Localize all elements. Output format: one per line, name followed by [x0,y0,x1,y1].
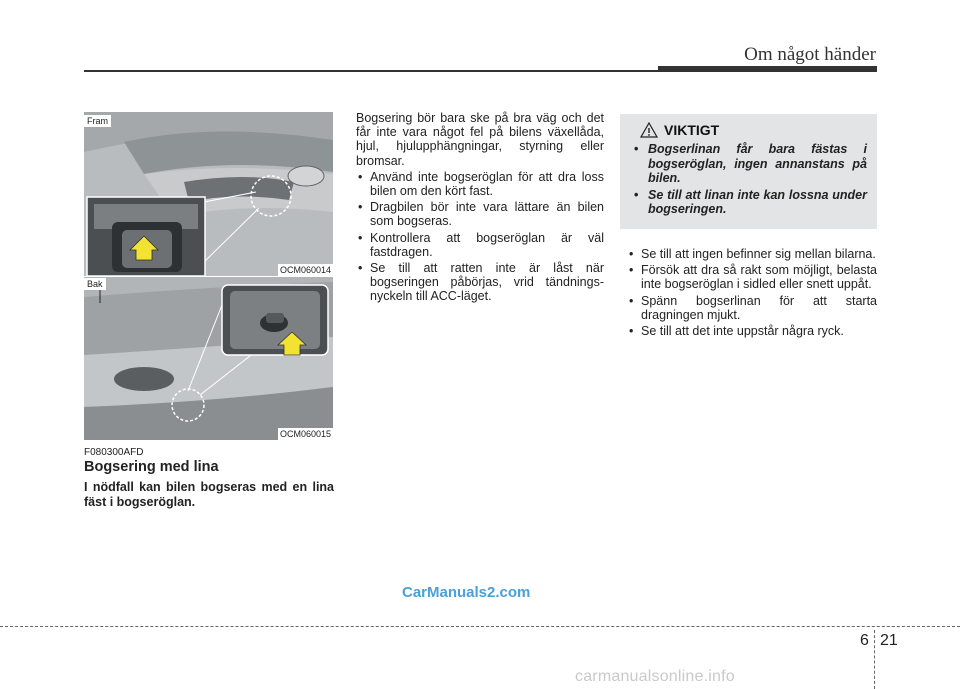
column-3 [627,245,877,338]
front-bumper-illustration [84,112,333,276]
page-number: 21 [880,632,898,649]
warning-triangle-icon [640,122,658,138]
rear-tow-hook-figure [84,277,333,440]
list-item: • Använd inte bogseröglan för att dra loss bilen om den kört fast. [356,170,604,198]
list-item: • Se till att ratten inte är låst när bogseringen påbörjas, vrid tändnings-nyckeln till ACC-läget. [356,261,604,304]
list-item: • Se till att det inte uppstår några ryck. [627,324,877,338]
warning-title: VIKTIGT [664,122,720,138]
list-item: • Försök att dra så rakt som möjligt, belasta inte bogseröglan i sidled eller snett uppåt. [627,263,877,291]
list-item: • Se till att linan inte kan lossna under bogseringen. [630,188,867,217]
rear-figure-label: Bak [84,278,106,290]
warning-list [630,142,867,217]
list-item: • Bogserlinan får bara fästas i bogseröglan, ingen annanstans på bilen. [630,142,867,186]
header-rule-thin [84,70,658,72]
warning-box [620,114,877,229]
front-tow-hook-figure [84,112,333,276]
footer-site-watermark: carmanualsonline.info [575,668,735,685]
rear-bumper-illustration [84,277,333,440]
list-item: • Kontrollera att bogseröglan är väl fastdragen. [356,231,604,259]
rear-figure-code: OCM060015 [279,429,331,439]
front-figure-code: OCM060014 [279,265,331,275]
towing-intro: Bogsering bör bara ske på bra väg och det får inte vara något fel på bilens växellåda, hjul, hjulupphängningar, styrning eller bromsar. [356,111,604,168]
header-rule-thick [658,66,877,72]
column-2 [356,111,604,304]
list-item: • Spänn bogserlinan för att starta dragningen mjukt. [627,294,877,322]
section-title: Bogsering med lina [84,459,219,475]
footer-rule [0,626,960,627]
list-item: • Se till att ingen befinner sig mellan bilarna. [627,247,877,261]
chapter-number: 6 [860,632,869,649]
page-number-divider [874,630,875,689]
towing-tips-list [627,247,877,338]
front-figure-label: Fram [84,115,111,127]
chapter-header-title: Om något händer [744,44,876,65]
warning-header [640,122,867,138]
towing-bullet-list [356,170,604,304]
watermark-link[interactable]: CarManuals2.com [402,584,531,601]
list-item: • Dragbilen bör inte vara lättare än bilen som bogseras. [356,200,604,228]
section-code: F080300AFD [84,447,144,458]
section-lead: I nödfall kan bilen bogseras med en lina fäst i bogseröglan. [84,480,334,509]
